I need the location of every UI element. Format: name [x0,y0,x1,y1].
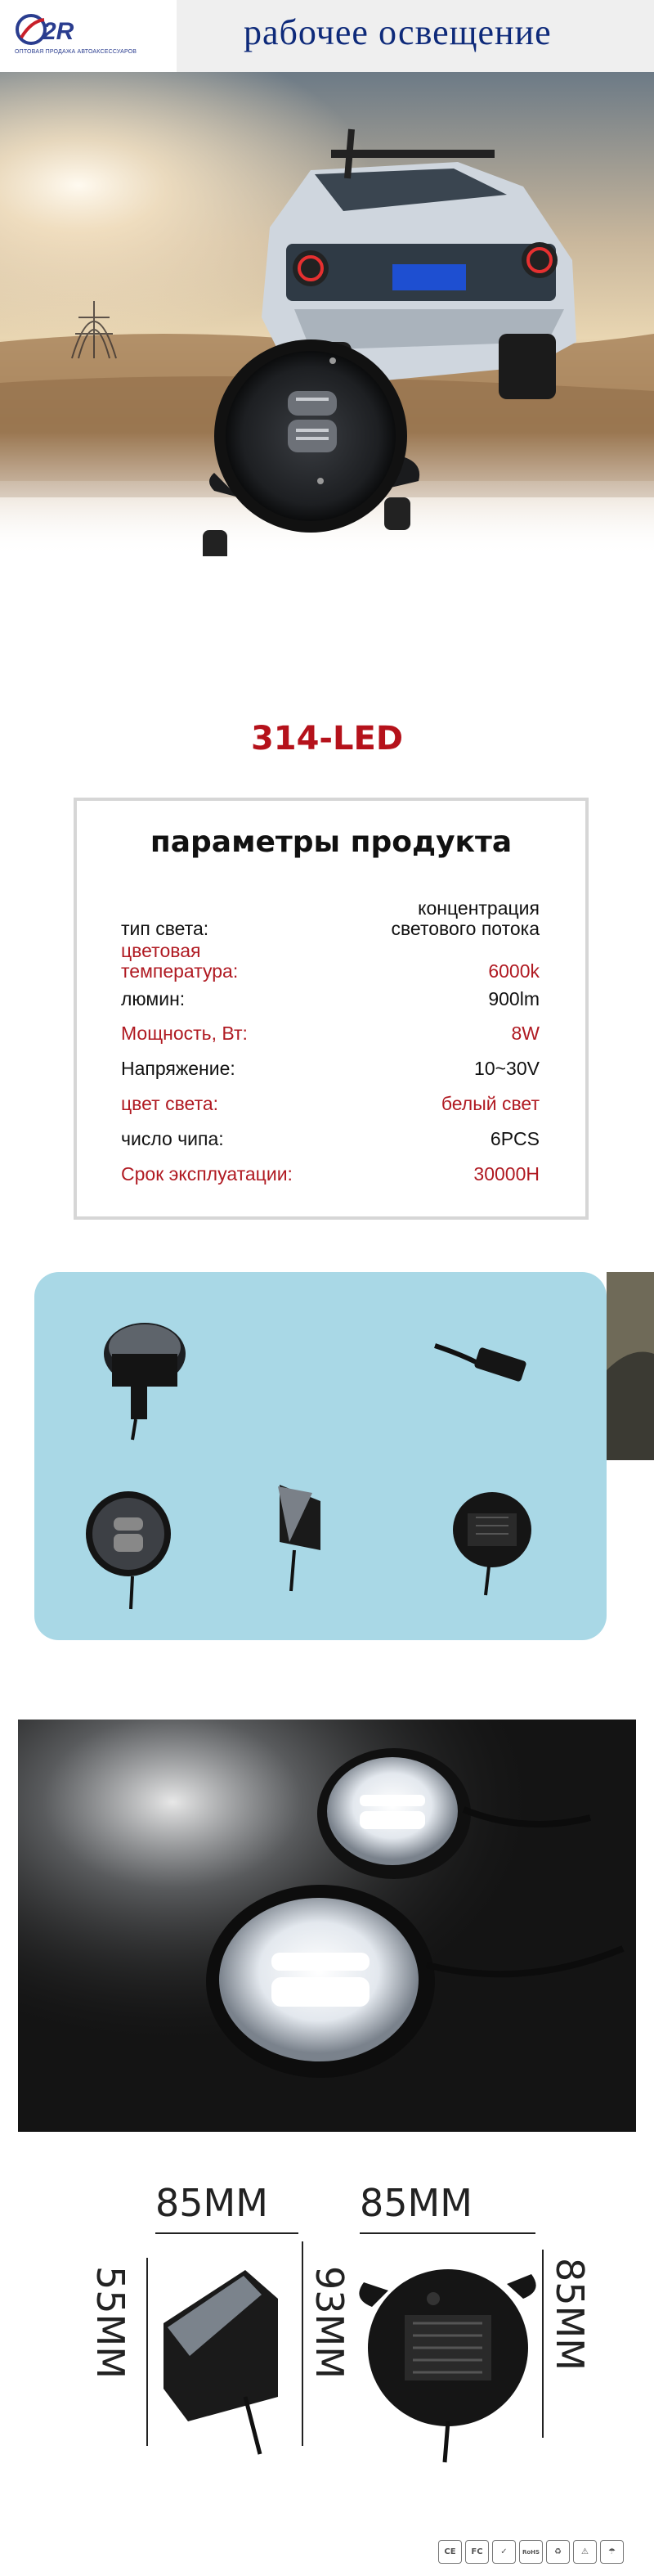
spec-value: 8W [511,1023,540,1044]
spec-label: люмин: [121,988,186,1009]
spec-label: Напряжение: [121,1058,235,1079]
rohs-mark-icon: RoHS [519,2540,543,2564]
product-views-panel [34,1272,607,1640]
spec-row [121,895,540,942]
warning-icon: ⚠ [573,2540,597,2564]
spec-row [121,1050,540,1082]
dimension-height-right: 85MM [548,2258,592,2371]
hero-image [0,72,654,556]
spec-row [121,1085,540,1117]
spec-value: 6PCS [490,1128,540,1149]
spec-table [74,798,589,1220]
svg-text:2R: 2R [43,18,74,45]
spec-value: концентрация светового потока [391,897,540,939]
lamp-glow-photo [18,1720,636,2132]
fcc-mark-icon: FC [465,2540,489,2564]
lamp-back-dimension-image [359,2269,535,2462]
lamp-side-view [104,1323,186,1440]
certification-icons [438,2540,624,2565]
dimension-height-mid: 93MM [307,2266,352,2379]
lamp-connector-view [435,1346,527,1382]
spec-row [121,1014,540,1047]
dimension-width-left: 85MM [155,2181,268,2225]
lamp-angled-view [278,1485,320,1591]
lamp-back-view [453,1492,531,1595]
spec-label: цветовая температура: [121,940,239,982]
spec-row [121,980,540,1013]
spec-label: цвет света: [121,1093,219,1114]
brand-logo-icon [15,11,105,47]
spec-row [121,1155,540,1188]
spec-label: Мощность, Вт: [121,1023,248,1044]
spec-value: 6000k [488,960,540,982]
spec-label: Срок эксплуатации: [121,1163,293,1185]
dimensions-section [0,2176,654,2479]
page-header [0,0,654,72]
spec-label: тип света: [121,918,209,939]
spec-value: 900lm [488,988,540,1009]
spec-row [121,937,540,985]
side-photo-strip [607,1272,654,1460]
page-title: рабочее освещение [244,12,552,52]
spec-value: 30000H [473,1163,540,1185]
dimension-width-right: 85MM [360,2181,473,2225]
ce-mark-icon: CE [438,2540,462,2564]
umbrella-icon: ☂ [600,2540,624,2564]
spec-row [121,1120,540,1153]
lamp-front-view [86,1491,171,1609]
dimension-height-left: 55MM [88,2266,132,2379]
spec-label: число чипа: [121,1128,224,1149]
lamp-angled-dimension-image [164,2270,278,2454]
recycle-icon: ♻ [546,2540,570,2564]
check-mark-icon: ✓ [492,2540,516,2564]
product-model: 314-LED [250,720,404,758]
brand-tagline: ОПТОВАЯ ПРОДАЖА АВТОАКСЕССУАРОВ [15,49,137,55]
spec-title: параметры продукта [150,825,513,859]
spec-value: 10~30V [474,1058,540,1079]
brand-logo[interactable] [0,0,177,72]
spec-value: белый свет [441,1093,540,1114]
